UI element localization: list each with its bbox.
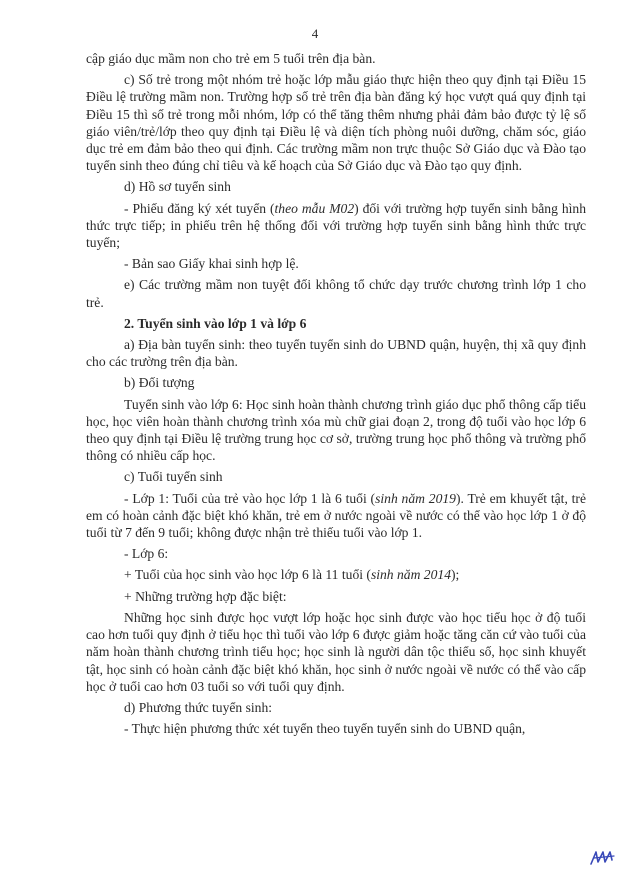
paragraph-4-text-after: ) đối với trường hợp tuyển sinh bằng hình thức trực tiếp; in phiếu trên hệ thống đối với trường hợp tuyển sinh bằng hình thức trực tuyến;	[86, 200, 586, 251]
paragraph-18: - Thực hiện phương thức xét tuyển theo tuyến tuyển sinh do UBND quận,	[124, 721, 526, 737]
paragraph-12	[86, 490, 586, 542]
paragraph-12-text-after: ). Trẻ em khuyết tật, trẻ em có hoàn cảnh đặc biệt khó khăn, trẻ em ở nước ngoài về nước có thể vào học lớp 1 ở độ tuổi từ 7 đến 9 tuổi; không được nhận trẻ thiếu tuổi vào lớp 1.	[86, 490, 586, 541]
paragraph-14-italic: sinh năm 2014	[370, 567, 451, 583]
paragraph-4-text-before: - Phiếu đăng ký xét tuyển (	[124, 200, 275, 216]
section-heading: 2. Tuyển sinh vào lớp 1 và lớp 6	[124, 315, 307, 331]
paragraph-3: d) Hồ sơ tuyển sinh	[124, 179, 231, 195]
paragraph-8: a) Địa bàn tuyển sinh: theo tuyển tuyển sinh do UBND quận, huyện, thị xã quy định cho các trường trên địa bàn.	[86, 337, 586, 370]
page-number: 4	[311, 26, 319, 41]
paragraph-14-text-before: + Tuổi của học sinh vào học lớp 6 là 11 tuổi (	[124, 567, 371, 583]
paragraph-16: Những học sinh được học vượt lớp hoặc học sinh được vào học tiểu học ở độ tuổi cao hơn tuổi quy định ở tiểu học thì tuổi vào lớp 6 được giảm hoặc tăng căn cứ vào tuổi của năm hoàn thành chương trình tiểu học; học sinh là người dân tộc thiểu số, học sinh khuyết tật, học sinh có hoàn cảnh đặc biệt khó khăn, học sinh ở nước ngoài về nước có thể vào cấp học ở tuổi cao hơn 03 tuổi so với tuổi quy định.	[86, 609, 586, 694]
initials-signature	[588, 848, 616, 868]
paragraph-2: c) Số trẻ trong một nhóm trẻ hoặc lớp mẫu giáo thực hiện theo quy định tại Điều 15 Điều lệ trường mầm non. Trường hợp số trẻ trên địa bàn đăng ký học vượt quá quy định tại Điều 15 thì số trẻ trong mỗi nhóm, lớp có thể tăng thêm nhưng phải đảm bảo được tỷ lệ số giáo viên/trẻ/lớp theo quy định tại Điều lệ và diện tích phòng nuôi dưỡng, chăm sóc, giáo dục trẻ em đảm bảo theo qui định. Các trường mầm non trực thuộc Sở Giáo dục và Đào tạo tuyển sinh theo đúng chỉ tiêu và kế hoạch của Sở Giáo dục và Đào tạo quy định.	[86, 72, 586, 174]
paragraph-10: Tuyển sinh vào lớp 6: Học sinh hoàn thành chương trình giáo dục phổ thông cấp tiểu học, học viên hoàn thành chương trình xóa mù chữ giai đoạn 2, trong độ tuổi vào học lớp 6 theo quy định tại Điều lệ trường trung học cơ sở, trường trung học phổ thông và trường phổ thông có nhiều cấp học.	[86, 396, 586, 464]
paragraph-4	[86, 200, 586, 252]
paragraph-14	[86, 566, 586, 583]
paragraph-13: - Lớp 6:	[124, 546, 169, 562]
paragraph-11: c) Tuổi tuyển sinh	[124, 469, 223, 485]
paragraph-5: - Bản sao Giấy khai sinh hợp lệ.	[124, 256, 299, 272]
paragraph-12-italic: sinh năm 2019	[375, 490, 456, 506]
paragraph-17: d) Phương thức tuyển sinh:	[124, 699, 273, 715]
paragraph-4-italic: theo mẫu M02	[274, 200, 355, 216]
paragraph-14-text-after: );	[451, 567, 460, 583]
paragraph-12-text-before: - Lớp 1: Tuổi của trẻ vào học lớp 1 là 6 tuổi (	[124, 490, 376, 506]
paragraph-6: e) Các trường mầm non tuyệt đối không tổ chức dạy trước chương trình lớp 1 cho trẻ.	[86, 277, 586, 310]
paragraph-15: + Những trường hợp đặc biệt:	[124, 588, 287, 604]
document-body	[86, 50, 586, 737]
paragraph-1: cập giáo dục mầm non cho trẻ em 5 tuổi trên địa bàn.	[86, 51, 376, 66]
paragraph-9: b) Đối tượng	[124, 375, 195, 391]
